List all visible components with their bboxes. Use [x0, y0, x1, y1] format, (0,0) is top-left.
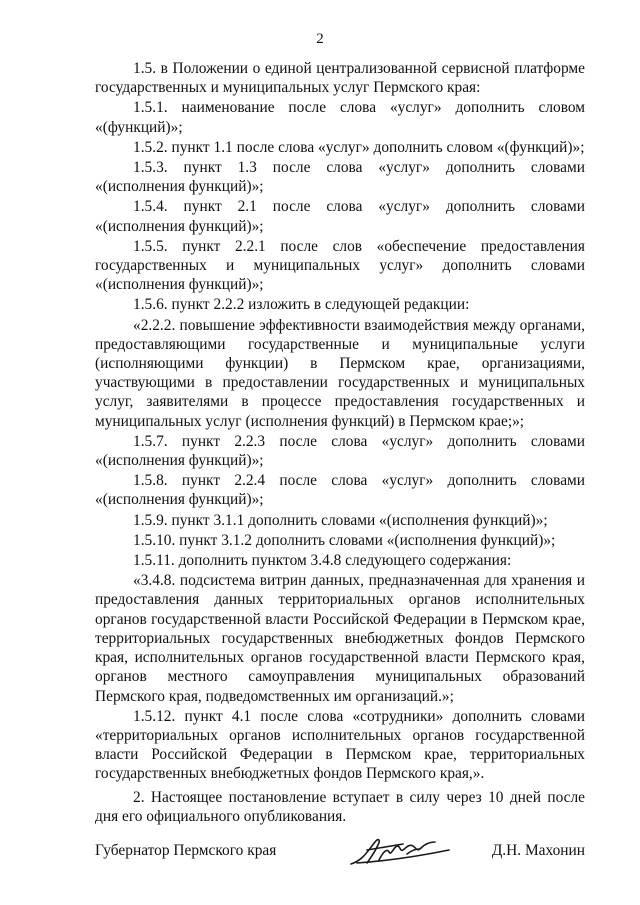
document-body — [95, 59, 585, 827]
page-number: 2 — [316, 31, 324, 47]
paragraph: 1.5.2. пункт 1.1 после слова «услуг» дополнить словом «(функций)»; — [133, 138, 585, 156]
paragraph: 1.5.3. пункт 1.3 после слова «услуг» дополнить словами «(исполнения функций)»; — [95, 159, 585, 196]
paragraph: 1.5.8. пункт 2.2.4 после слова «услуг» дополнить словами «(исполнения функций)»; — [95, 472, 585, 509]
paragraph: «3.4.8. подсистема витрин данных, предназначенная для хранения и предоставления данных территориальных органов исполнительных органов государственной власти Российской Федерации в Пермском крае, территориальных государственных внебюджетных фондов Пермского края, исполнительных органов государственной власти Пермского края, органов местного самоуправления муниципальных образований Пермского края, подведомственных им организаций.»; — [95, 572, 585, 705]
paragraph: 1.5.4. пункт 2.1 после слова «услуг» дополнить словами «(исполнения функций)»; — [95, 198, 585, 235]
paragraph: 1.5. в Положении о единой централизованной сервисной платформе государственных и муниципальных услуг Пермского края: — [95, 60, 585, 97]
paragraph: 1.5.12. пункт 4.1 после слова «сотрудники» дополнить словами «территориальных органов исполнительных органов государственной власти Российской Федерации в Пермском крае, территориальных государственных внебюджетных фондов Пермского края,». — [95, 707, 585, 783]
paragraph: «2.2.2. повышение эффективности взаимодействия между органами, предоставляющими государственные и муниципальные услуги (исполняющими функции) в Пермском крае, организациями, участвующими в предоставлении государственных и муниципальных услуг, заявителями в процессе предоставления государственных и муниципальных услуг (исполнения функций) в Пермском крае;»; — [95, 316, 585, 430]
paragraph: 1.5.7. пункт 2.2.3 после слова «услуг» дополнить словами «(исполнения функций)»; — [95, 432, 585, 470]
paragraph: 1.5.1. наименование после слова «услуг» дополнить словом «(функций)»; — [95, 99, 585, 136]
paragraph: 1.5.6. пункт 2.2.2 изложить в следующей редакции: — [133, 296, 470, 314]
handwritten-signature — [345, 830, 455, 870]
signature-block — [95, 838, 585, 868]
paragraph: 1.5.11. дополнить пунктом 3.4.8 следующего содержания: — [133, 552, 512, 570]
paragraph: 2. Настоящее постановление вступает в силу через 10 дней после дня его официального опубликования. — [95, 788, 585, 825]
signatory-name: Д.Н. Махонин — [491, 842, 585, 859]
paragraph: 1.5.10. пункт 3.1.2 дополнить словами «(исполнения функций)»; — [133, 531, 556, 549]
signatory-position: Губернатор Пермского края — [95, 842, 277, 859]
paragraph: 1.5.5. пункт 2.2.1 после слов «обеспечение предоставления государственных и муниципальных услуг» дополнить словами «(исполнения функций)»; — [95, 237, 585, 294]
paragraph: 1.5.9. пункт 3.1.1 дополнить словами «(исполнения функций)»; — [133, 511, 548, 529]
